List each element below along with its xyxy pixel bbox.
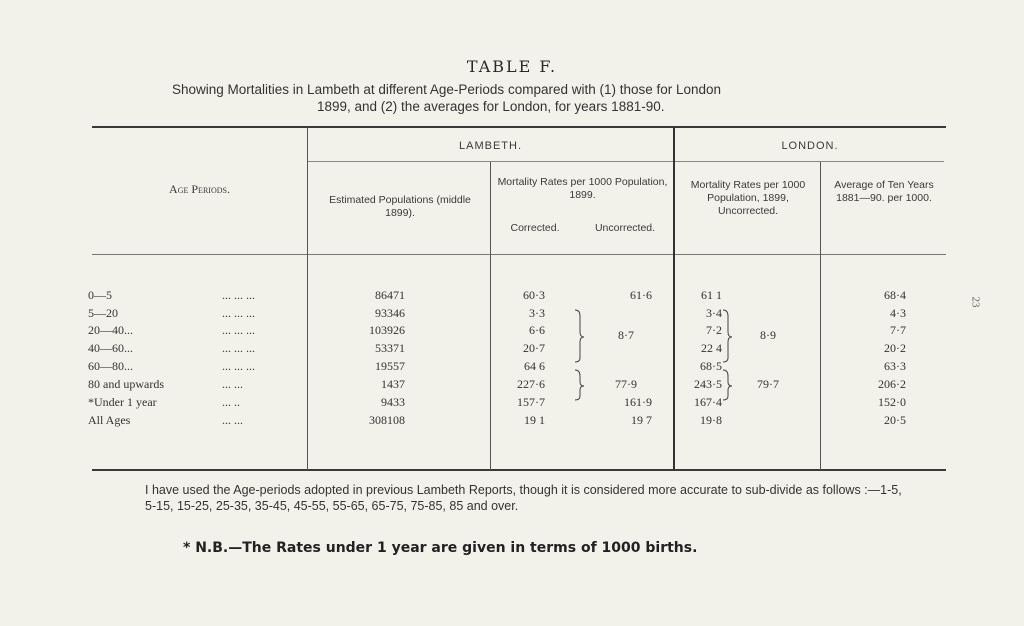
footnote-paragraph: I have used the Age-periods adopted in previous Lambeth Reports, though it is considered more accurate to sub-divide as follows :—1-5, 5-15, 15-25, 25-35, 35-45, 45-55, 55-65, 65-75, 75-85, 85 and over. [145, 483, 902, 513]
row-age-period: 40—60... [88, 341, 133, 355]
row-average-rate: 20·2 [884, 341, 906, 355]
header-mortality-rates-lambeth: Mortality Rates per 1000 Population, 1899. [497, 176, 668, 201]
row-estimated-population: 308108 [369, 413, 405, 427]
row-uncorrected-rate: 61·6 [630, 288, 652, 302]
row-average-rate: 68·4 [884, 288, 906, 302]
row-estimated-population: 86471 [375, 288, 405, 302]
row-london-rate: 243·5 [694, 377, 722, 391]
row-average-rate: 7·7 [890, 323, 906, 337]
divider-age [307, 127, 308, 470]
row-london-rate: 19·8 [700, 413, 722, 427]
nb-note: * N.B.—The Rates under 1 year are given in terms of 1000 births. [183, 540, 698, 556]
row-estimated-population: 103926 [369, 323, 405, 337]
row-average-rate: 152·0 [878, 395, 906, 409]
row-leader-dots: ... ... ... [222, 341, 255, 355]
header-corrected: Corrected. [510, 222, 560, 234]
row-leader-dots: ... ... ... [222, 359, 255, 373]
header-age-periods: Age Periods. [169, 182, 230, 196]
row-average-rate: 63·3 [884, 359, 906, 373]
row-estimated-population: 9433 [381, 395, 405, 409]
row-uncorrected-rate: 161·9 [624, 395, 652, 409]
london-5-60-group: 8·9 [760, 328, 776, 342]
row-leader-dots: ... ... [222, 413, 243, 427]
page-number: 23 [969, 296, 982, 308]
subtitle-line-1: Showing Mortalities in Lambeth at different Age-Periods compared with (1) those for London [172, 82, 722, 97]
header-bottom-rule [92, 254, 946, 255]
header-uncorrected: Uncorrected. [594, 222, 656, 234]
uncorrected-5-60-group: 8·7 [618, 328, 634, 342]
row-age-period: 0—5 [88, 288, 112, 302]
header-lambeth: LAMBETH. [458, 140, 522, 152]
divider-london-avg [820, 162, 821, 470]
row-london-rate: 68·5 [700, 359, 722, 373]
row-corrected-rate: 19 1 [524, 413, 545, 427]
row-estimated-population: 53371 [375, 341, 405, 355]
row-age-period: *Under 1 year [88, 395, 157, 409]
header-average-ten-years: Average of Ten Years 1881—90. per 1000. [834, 179, 934, 204]
row-london-rate: 3·4 [706, 306, 722, 320]
row-corrected-rate: 20·7 [523, 341, 545, 355]
table-bottom-rule [92, 469, 946, 471]
row-corrected-rate: 227·6 [517, 377, 545, 391]
row-average-rate: 4·3 [890, 306, 906, 320]
row-london-rate: 7·2 [706, 323, 722, 337]
row-leader-dots: ... .. [222, 395, 240, 409]
row-average-rate: 206·2 [878, 377, 906, 391]
header-mortality-rates-london: Mortality Rates per 1000 Population, 1899, Uncorrected. [690, 179, 806, 217]
row-estimated-population: 19557 [375, 359, 405, 373]
header-london: LONDON. [781, 140, 839, 152]
row-leader-dots: ... ... [222, 377, 243, 391]
row-uncorrected-rate: 19 7 [631, 413, 652, 427]
row-estimated-population: 93346 [375, 306, 405, 320]
uncorrected-60-up-group: 77·9 [615, 377, 637, 391]
row-corrected-rate: 3·3 [529, 306, 545, 320]
row-age-period: 20—40... [88, 323, 133, 337]
row-leader-dots: ... ... ... [222, 288, 255, 302]
row-london-rate: 22 4 [701, 341, 722, 355]
row-corrected-rate: 64 6 [524, 359, 545, 373]
row-age-period: All Ages [88, 413, 131, 427]
london-60-up-group: 79·7 [757, 377, 779, 391]
table-title: TABLE F. [466, 57, 558, 76]
row-london-rate: 167·4 [694, 395, 722, 409]
subtitle-line-2: 1899, and (2) the averages for London, for years 1881-90. [317, 99, 665, 114]
row-average-rate: 20·5 [884, 413, 906, 427]
group-header-rule [308, 161, 944, 162]
row-corrected-rate: 6·6 [529, 323, 545, 337]
row-corrected-rate: 157·7 [517, 395, 545, 409]
brace-london-icon [721, 306, 735, 410]
row-age-period: 60—80... [88, 359, 133, 373]
divider-lambeth-london [673, 127, 675, 470]
header-estimated-populations: Estimated Populations (middle 1899). [329, 194, 471, 219]
brace-lambeth-icon [573, 306, 587, 410]
row-leader-dots: ... ... ... [222, 306, 255, 320]
row-age-period: 80 and upwards [88, 377, 164, 391]
row-leader-dots: ... ... ... [222, 323, 255, 337]
row-age-period: 5—20 [88, 306, 118, 320]
row-estimated-population: 1437 [381, 377, 405, 391]
divider-pop [490, 162, 491, 470]
table-top-rule [92, 126, 946, 128]
row-corrected-rate: 60·3 [523, 288, 545, 302]
row-london-rate: 61 1 [701, 288, 722, 302]
